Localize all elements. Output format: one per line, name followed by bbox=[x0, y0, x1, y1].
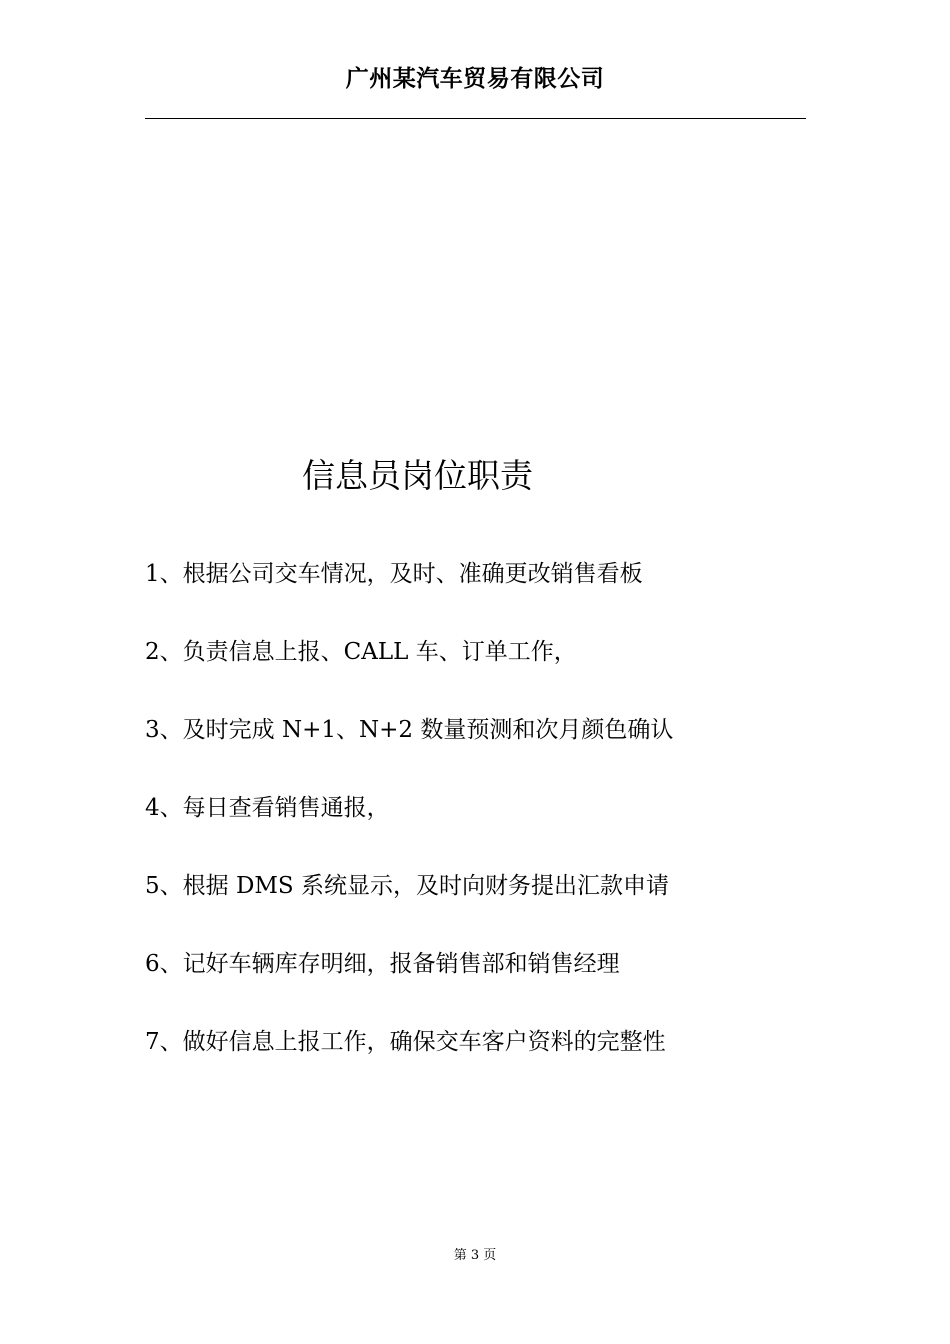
page-number: 第 3 页 bbox=[453, 1248, 497, 1263]
duty-item-6: 6、记好车辆库存明细，报备销售部和销售经理 bbox=[145, 951, 620, 977]
header-divider bbox=[145, 118, 806, 119]
company-header: 广州某汽车贸易有限公司 bbox=[345, 66, 605, 92]
duty-item-1: 1、根据公司交车情况，及时、准确更改销售看板 bbox=[145, 561, 643, 587]
duty-item-4: 4、每日查看销售通报， bbox=[145, 795, 390, 821]
duty-item-2: 2、负责信息上报、CALL 车、订单工作， bbox=[145, 639, 577, 665]
duty-item-5: 5、根据 DMS 系统显示，及时向财务提出汇款申请 bbox=[145, 873, 670, 899]
duty-item-3: 3、及时完成 N+1、N+2 数量预测和次月颜色确认 bbox=[145, 717, 674, 743]
duty-list bbox=[145, 556, 673, 1102]
document-title: 信息员岗位职责 bbox=[302, 456, 533, 495]
duty-item-7: 7、做好信息上报工作，确保交车客户资料的完整性 bbox=[145, 1029, 666, 1055]
